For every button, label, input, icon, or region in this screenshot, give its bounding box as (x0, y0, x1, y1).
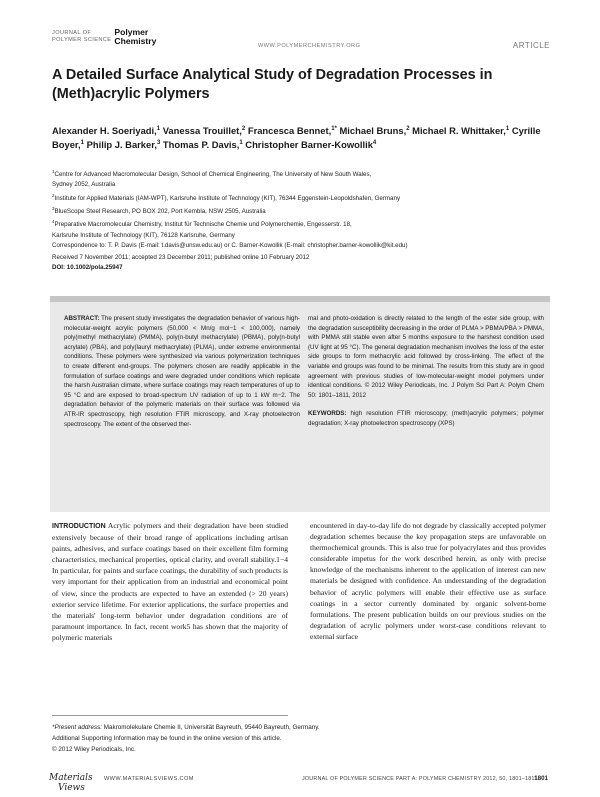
body-right-column (310, 520, 546, 642)
journal-logo-small-top: JOURNAL OF (52, 30, 92, 36)
keywords (308, 409, 544, 428)
author-affiliation-marker: 1 (80, 140, 85, 147)
abstract-left-column (64, 314, 300, 429)
footer-url[interactable]: WWW.MATERIALSVIEWS.COM (104, 776, 194, 782)
body-text-right: encountered in day-to-day life do not degrade by classically accepted polymer degradation schemes because the key propagation steps are unfavorable on thermochemical grounds. This is also true for polyacrylates and thus provides considerable impetus for the work described herein, as only with precise knowledge of the mechanisms inherent to the application of interest can new materials be designed with confidence. An understanding of the degradation behavior of acrylic polymers will enable their effective use as surface coatings in a sector currently dominated by organic solvent-borne formulations. The present publication builds on our previous studies on the degradation of acrylic polymers under worst-case conditions relevant to external surface (310, 521, 546, 641)
author-affiliation-marker: 1 (239, 140, 243, 147)
materials-views-logo (48, 770, 96, 797)
affiliation-line: $^3$BlueScope Steel Research, PO BOX 202, Port Kembla, NSW 2505, Australia (52, 206, 266, 216)
author-affiliation-marker: 3 (156, 140, 161, 147)
author-name: Thomas P. Davis,$^1$ (162, 139, 243, 151)
footnote-rule (52, 715, 288, 716)
abstract-right-column (308, 314, 544, 429)
author-affiliation-marker: 1 (505, 126, 510, 132)
present-address (52, 722, 532, 733)
received-dates: Received 7 November 2011; accepted 23 December 2011; published online 10 February 2012 (52, 254, 310, 261)
affiliation-marker: 1 (52, 169, 55, 174)
body-text-left: Acrylic polymers and their degradation have been studied extensively because of their broad range of applications including artisan paints, adhesives, and surface coatings based on their excellent film forming characteristics, mechanical properties, optical clarity, and overall stability.1−4 In particular, for paints and surface coatings, the durability of such products is very important for their application from an industrial and economical point of view, since the products are expected to have an extended (> 20 years) exterior service lifetime. For exterior applications, the surface properties and the materials' long-term behavior under degradation conditions are of paramount importance. In fact, recent work5 has shown that the majority of polymeric materials (52, 521, 288, 642)
journal-logo-big-top: Polymer (114, 27, 149, 37)
article-dates (52, 253, 309, 274)
abstract-box (50, 296, 550, 512)
supporting-info-note: Additional Supporting Information may be found in the online version of this article. (52, 735, 282, 742)
footer-journal-citation: JOURNAL OF POLYMER SCIENCE PART A: POLYMER CHEMISTRY 2012, 50, 1801–1811 (302, 776, 538, 782)
author-name: Philip J. Barker,$^3$ (86, 139, 161, 151)
journal-logo (52, 27, 157, 46)
author-name: Vanessa Trouillet,$^2$ (162, 125, 246, 137)
affiliation-line: Sydney 2052, Australia (52, 181, 116, 189)
author-affiliation-marker: 2 (406, 126, 410, 132)
keywords-lead: KEYWORDS: (308, 410, 347, 418)
affiliation-marker: 3 (52, 206, 55, 212)
author-name: Christopher Barner-Kowollik$^4$ (245, 139, 377, 151)
affiliation-line: $^1$Centre for Advanced Macromolecular Design, School of Chemical Engineering, The University of New South Wales, (52, 169, 372, 179)
present-address-label: *Present address: (52, 724, 103, 731)
journal-logo-small-bottom: POLYMER SCIENCE (52, 36, 112, 43)
introduction-heading: INTRODUCTION (52, 523, 106, 530)
author-name: Cyrille Boyer,$^1$ (52, 125, 541, 151)
affiliation-line: Correspondence to: T. P. Davis (E-mail: t.davis@unsw.edu.au) or C. Barner-Kowollik (E-mail: christopher.barner-kowollik@kit.edu) (52, 242, 408, 250)
affiliation-line: Karlsruhe Institute of Technology (KIT), 76128 Karlsruhe, Germany (52, 231, 235, 239)
keywords-text: high resolution FTIR microscopy; (meth)acrylic polymers; polymer degradation; X-ray photoelectron spectroscopy (XPS) (308, 410, 544, 427)
affiliation-line: $^2$Institute for Applied Materials (IAM-WPT), Karlsruhe Institute of Technology (KIT), 76344 Eggenstein-Leopoldshafen, Germany (52, 192, 401, 202)
author-name: Alexander H. Soeriyadi,$^1$ (52, 125, 161, 137)
body-left-column (52, 520, 288, 643)
logo-text-materials: Materials (49, 773, 93, 783)
author-name: Francesca Bennet,$^{1*}$ (247, 125, 337, 137)
abstract-lead: ABSTRACT: (64, 315, 100, 322)
author-affiliation-marker: 1 (156, 126, 161, 132)
author-name: Michael R. Whittaker,$^1$ (412, 125, 510, 137)
footnote-block (52, 715, 532, 755)
author-affiliation-marker: 4 (372, 140, 377, 147)
affiliation-marker: 4 (52, 219, 55, 225)
abstract-text-left: The present study investigates the degradation behavior of various high-molecular-weight acrylic polymers (50,000 < Mn/g mol−1 < 100,000), namely poly(methyl methacrylate) (PMMA), poly(n-butyl methacrylate) (PBMA), poly(n-butyl acrylate) (PBA), and poly(lauryl methacrylate) (PLMA), under extreme environmental conditions. These polymers were synthesized via various polymerization techniques to create different end-groups. The polymers chosen are readily applicable in the formulation of surface coatings and were degraded under conditions which replicate the harsh Australian climate, where surface coatings may reach temperatures of up to 95 °C and are exposed to broad-spectrum UV radiation of up to 1 kW m−2. The degradation behavior of the polymeric materials on their surface was followed via ATR-IR spectroscopy, high resolution FTIR microscopy, and X-ray photoelectron spectroscopy. The extent of the observed ther- (64, 315, 300, 428)
journal-logo-big-bottom: Chemistry (114, 35, 157, 46)
author-affiliation-marker: 1* (331, 126, 337, 132)
article-type-label: ARTICLE (512, 41, 550, 50)
affiliation-line: $^4$Preparative Macromolecular Chemistry, Institut für Technische Chemie und Polymerchemie, Engesserstr. 18, (52, 219, 352, 229)
doi[interactable]: DOI: 10.1002/pola.25947 (52, 264, 123, 272)
logo-text-views: Views (58, 783, 85, 792)
journal-url[interactable]: WWW.POLYMERCHEMISTRY.ORG (258, 43, 361, 49)
page-number: 1801 (534, 775, 548, 782)
copyright-note: © 2012 Wiley Periodicals, Inc. (52, 746, 136, 753)
article-title: A Detailed Surface Analytical Study of Degradation Processes in (Meth)acrylic Polymers (52, 67, 493, 102)
affiliation-marker: 2 (52, 192, 55, 198)
affiliations (52, 167, 562, 251)
abstract-text-right: mal and photo-oxidation is directly related to the length of the ester side group, with the degradation susceptibility decreasing in the order of PLMA > PBMA/PBA > PMMA, with PMMA still stable even after 5 months exposure to the harshest condition used (UV light at 95 °C). The general degradation mechanism involves the loss of the ester side groups to form methacrylic acid followed by cross-linking. The effect of the variable end groups was found to be minimal. The results from this study are in good agreement with previous studies of low-molecular-weight model polymers under identical conditions. © 2012 Wiley Periodicals, Inc. J Polym Sci Part A: Polym Chem 50: 1801–1811, 2012 (308, 315, 544, 399)
author-affiliation-marker: 2 (241, 126, 246, 132)
author-name: Michael Bruns,$^2$ (339, 125, 410, 137)
materials-views-logo-icon (48, 770, 96, 792)
author-list (52, 123, 552, 152)
present-address-text: Makromolekulare Chemie II, Universität Bayreuth, 95440 Bayreuth, Germany. (102, 724, 320, 731)
